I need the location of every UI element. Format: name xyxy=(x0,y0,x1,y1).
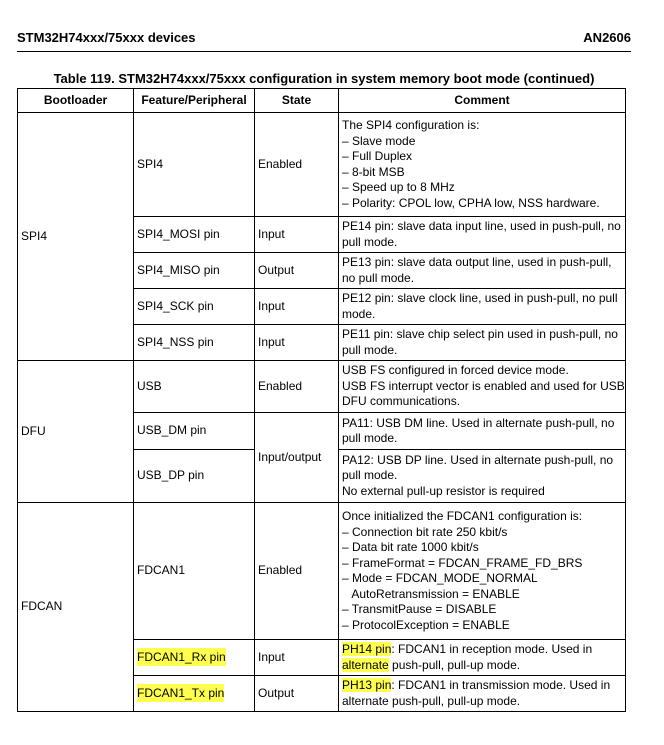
table-header-row xyxy=(18,89,626,113)
feature-cell: SPI4 xyxy=(134,113,255,217)
feature-cell xyxy=(134,640,255,676)
highlighted-text: PH13 pin xyxy=(342,678,392,692)
feature-cell xyxy=(134,676,255,712)
comment-cell: PE11 pin: slave chip select pin used in push-pull, no pull mode. xyxy=(339,325,626,361)
comment-cell: PA11: USB DM line. Used in alternate push-pull, no pull mode. xyxy=(339,413,626,450)
table-row xyxy=(18,113,626,217)
state-cell: Enabled xyxy=(255,361,339,413)
feature-cell: SPI4_NSS pin xyxy=(134,325,255,361)
comment-cell: PE12 pin: slave clock line, used in push-pull, no pull mode. xyxy=(339,289,626,325)
bootloader-spi4: SPI4 xyxy=(18,113,134,361)
feature-cell: SPI4_MISO pin xyxy=(134,253,255,289)
state-cell: Output xyxy=(255,253,339,289)
col-header-bootloader: Bootloader xyxy=(18,89,134,113)
state-cell: Output xyxy=(255,676,339,712)
comment-cell: Once initialized the FDCAN1 configuration is: – Connection bit rate 250 kbit/s – Data bit rate 1000 kbit/s – FrameFormat = FDCAN_FRAME_FD_BRS – Mode = FDCAN_MODE_NORMAL AutoRetransmission = ENABLE – TransmitPause = DISABLE – ProtocolException = ENABLE xyxy=(339,503,626,640)
state-cell: Enabled xyxy=(255,113,339,217)
highlighted-text: PH14 pin xyxy=(342,642,392,656)
state-cell: Input xyxy=(255,289,339,325)
document-header-title: STM32H74xxx/75xxx devices xyxy=(17,30,196,45)
comment-cell: The SPI4 configuration is: – Slave mode – Full Duplex – 8-bit MSB – Speed up to 8 MHz – Polarity: CPOL low, CPHA low, NSS hardware. xyxy=(339,113,626,217)
feature-cell: USB_DP pin xyxy=(134,450,255,503)
table-row xyxy=(18,503,626,640)
table-row xyxy=(18,361,626,413)
col-header-feature: Feature/Peripheral xyxy=(134,89,255,113)
comment-cell: PH14 pin: FDCAN1 in reception mode. Used in alternate push-pull, pull-up mode. xyxy=(339,640,626,676)
state-cell: Enabled xyxy=(255,503,339,640)
col-header-comment: Comment xyxy=(339,89,626,113)
highlighted-text: alternate xyxy=(342,657,389,672)
state-cell: Input/output xyxy=(255,413,339,503)
comment-cell: USB FS configured in forced device mode. USB FS interrupt vector is enabled and used for USB DFU communications. xyxy=(339,361,626,413)
feature-cell: SPI4_MOSI pin xyxy=(134,217,255,253)
configuration-table xyxy=(17,88,626,712)
highlighted-feature: FDCAN1_Tx pin xyxy=(137,685,225,700)
feature-cell: FDCAN1 xyxy=(134,503,255,640)
header-rule xyxy=(17,51,631,52)
feature-cell: USB xyxy=(134,361,255,413)
highlighted-feature: FDCAN1_Rx pin xyxy=(137,649,226,664)
bootloader-fdcan: FDCAN xyxy=(18,503,134,712)
feature-cell: USB_DM pin xyxy=(134,413,255,450)
state-cell: Input xyxy=(255,325,339,361)
state-cell: Input xyxy=(255,217,339,253)
comment-cell: PH13 pin: FDCAN1 in transmission mode. Used in alternate push-pull, pull-up mode. xyxy=(339,676,626,712)
feature-cell: SPI4_SCK pin xyxy=(134,289,255,325)
comment-cell: PA12: USB DP line. Used in alternate push-pull, no pull mode. No external pull-up resistor is required xyxy=(339,450,626,503)
comment-cell: PE14 pin: slave data input line, used in push-pull, no pull mode. xyxy=(339,217,626,253)
col-header-state: State xyxy=(255,89,339,113)
document-number: AN2606 xyxy=(583,30,631,45)
comment-cell: PE13 pin: slave data output line, used in push-pull, no pull mode. xyxy=(339,253,626,289)
bootloader-dfu: DFU xyxy=(18,361,134,503)
table-caption: Table 119. STM32H74xxx/75xxx configuration in system memory boot mode (continued) xyxy=(53,71,595,86)
state-cell: Input xyxy=(255,640,339,676)
